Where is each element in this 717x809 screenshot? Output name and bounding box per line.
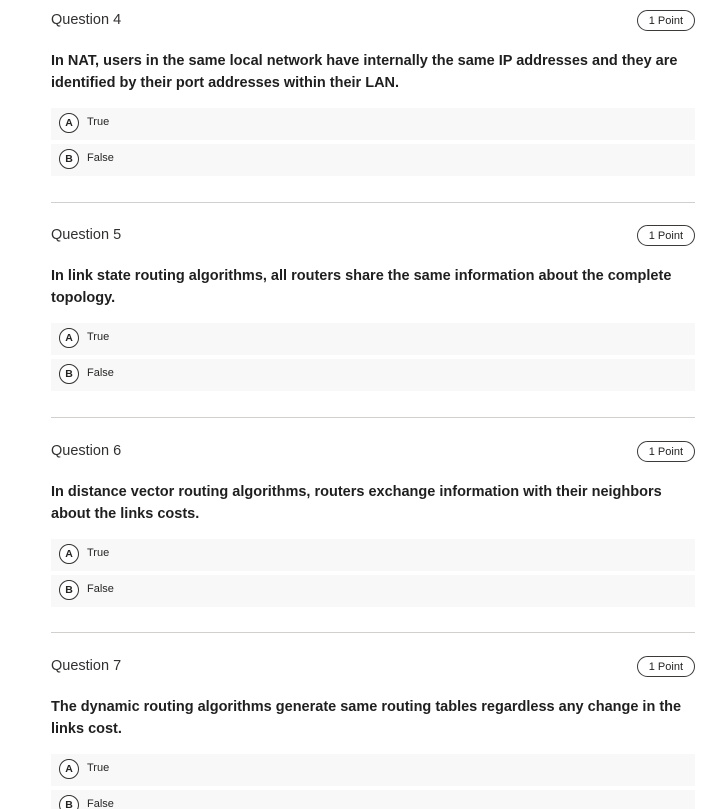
question-number: Question 4 <box>51 12 122 28</box>
option-letter-badge: B <box>59 149 79 169</box>
question-7 <box>51 656 695 809</box>
question-divider <box>51 417 695 418</box>
answer-options <box>51 539 695 607</box>
question-text: In distance vector routing algorithms, routers exchange information with their neighbors about the links costs. <box>51 484 662 522</box>
option-label: True <box>87 762 110 774</box>
option-true[interactable] <box>51 539 695 571</box>
question-6 <box>51 441 695 611</box>
question-number: Question 5 <box>51 227 122 243</box>
option-label: False <box>87 798 114 809</box>
question-divider <box>51 202 695 203</box>
option-letter-badge: B <box>59 580 79 600</box>
question-number: Question 6 <box>51 443 122 459</box>
question-header <box>51 225 695 249</box>
option-false[interactable] <box>51 575 695 607</box>
points-badge: 1 Point <box>637 225 695 246</box>
option-label: True <box>87 547 110 559</box>
option-false[interactable] <box>51 359 695 391</box>
option-label: False <box>87 152 114 164</box>
question-header <box>51 441 695 465</box>
option-letter-badge: B <box>59 795 79 809</box>
answer-options <box>51 323 695 391</box>
option-letter-badge: A <box>59 544 79 564</box>
option-false[interactable] <box>51 790 695 809</box>
question-number: Question 7 <box>51 658 122 674</box>
points-badge: 1 Point <box>637 441 695 462</box>
question-header <box>51 656 695 680</box>
option-letter-badge: A <box>59 113 79 133</box>
option-label: False <box>87 583 114 595</box>
question-text: In link state routing algorithms, all routers share the same information about the complete topology. <box>51 268 672 306</box>
question-text: The dynamic routing algorithms generate same routing tables regardless any change in the links cost. <box>51 699 682 737</box>
points-badge: 1 Point <box>637 10 695 31</box>
option-letter-badge: A <box>59 328 79 348</box>
option-label: True <box>87 116 110 128</box>
answer-options <box>51 754 695 809</box>
option-false[interactable] <box>51 144 695 176</box>
option-label: False <box>87 367 114 379</box>
option-true[interactable] <box>51 108 695 140</box>
points-badge: 1 Point <box>637 656 695 677</box>
question-4 <box>51 10 695 180</box>
answer-options <box>51 108 695 176</box>
option-letter-badge: A <box>59 759 79 779</box>
option-label: True <box>87 331 110 343</box>
option-true[interactable] <box>51 323 695 355</box>
option-letter-badge: B <box>59 364 79 384</box>
option-true[interactable] <box>51 754 695 786</box>
question-text: In NAT, users in the same local network have internally the same IP addresses and they are identified by their port addresses within their LAN. <box>51 53 678 91</box>
question-divider <box>51 632 695 633</box>
question-5 <box>51 225 695 395</box>
question-header <box>51 10 695 34</box>
